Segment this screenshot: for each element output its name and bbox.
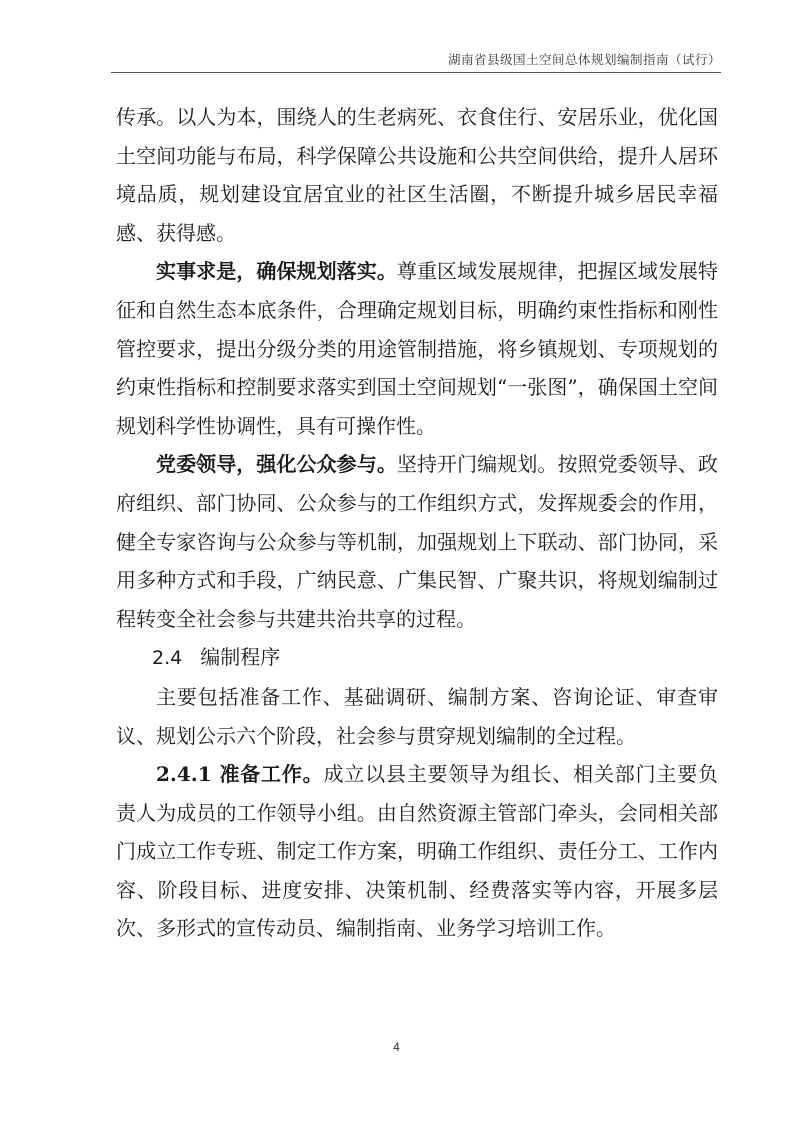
- paragraph-continued: [116, 98, 718, 252]
- paragraph-text: 坚持开门编规划。按照党委领导、政府组织、部门协同、公众参与的工作组织方式，发挥规委会的作用，健全专家咨询与公众参与等机制，加强规划上下联动、部门协同，采用多种方式和手段，广纳民意、广集民智、广聚共识，将规划编制过程转变全社会参与共建共治共享的过程。: [116, 452, 719, 631]
- section-title: 编制程序: [200, 645, 281, 670]
- section-intro: 主要包括准备工作、基础调研、编制方案、咨询论证、审查审议、规划公示六个阶段，社会参与贯穿规划编制的全过程。: [116, 684, 718, 748]
- paragraph-lead: 党委领导，强化公众参与。: [156, 452, 397, 477]
- paragraph-lead: 实事求是，确保规划落实。: [156, 259, 397, 284]
- running-header: 湖南省县级国土空间总体规划编制指南（试行）: [447, 52, 721, 67]
- page-number: 4: [393, 1040, 400, 1054]
- paragraph-principle-party-leadership: [116, 445, 718, 638]
- subsection-text: 成立以县主要领导为组长、相关部门主要负责人为成员的工作领导小组。由自然资源主管部门牵头，会同相关部门成立工作专班、制定工作方案，明确工作组织、责任分工、工作内容、阶段目标、进度安排、决策机制、经费落实等内容，开展多层次、多形式的宣传动员、编制指南、业务学习培训工作。: [116, 762, 719, 941]
- subsection-lead: 2.4.1 准备工作。: [156, 762, 324, 787]
- section-heading: [116, 638, 718, 678]
- section-number: 2.4: [152, 647, 183, 670]
- paragraph-text: 尊重区域发展规律，把握区域发展特征和自然生态本底条件，合理确定规划目标，明确约束性指标和刚性管控要求，提出分级分类的用途管制措施，将乡镇规划、专项规划的约束性指标和控制要求落实到国土空间规划“一张图”，确保国土空间规划科学性协调性，具有可操作性。: [116, 259, 719, 438]
- paragraph-text: 传承。以人为本，围绕人的生老病死、衣食住行、安居乐业，优化国土空间功能与布局，科学保障公共设施和公共空间供给，提升人居环境品质，规划建设宜居宜业的社区生活圈，不断提升城乡居民幸福感、获得感。: [116, 105, 718, 245]
- paragraph-principle-realistic: [116, 252, 718, 445]
- page-body: [116, 98, 718, 948]
- header-rule: [111, 72, 721, 73]
- subsection-preparation: [116, 755, 718, 948]
